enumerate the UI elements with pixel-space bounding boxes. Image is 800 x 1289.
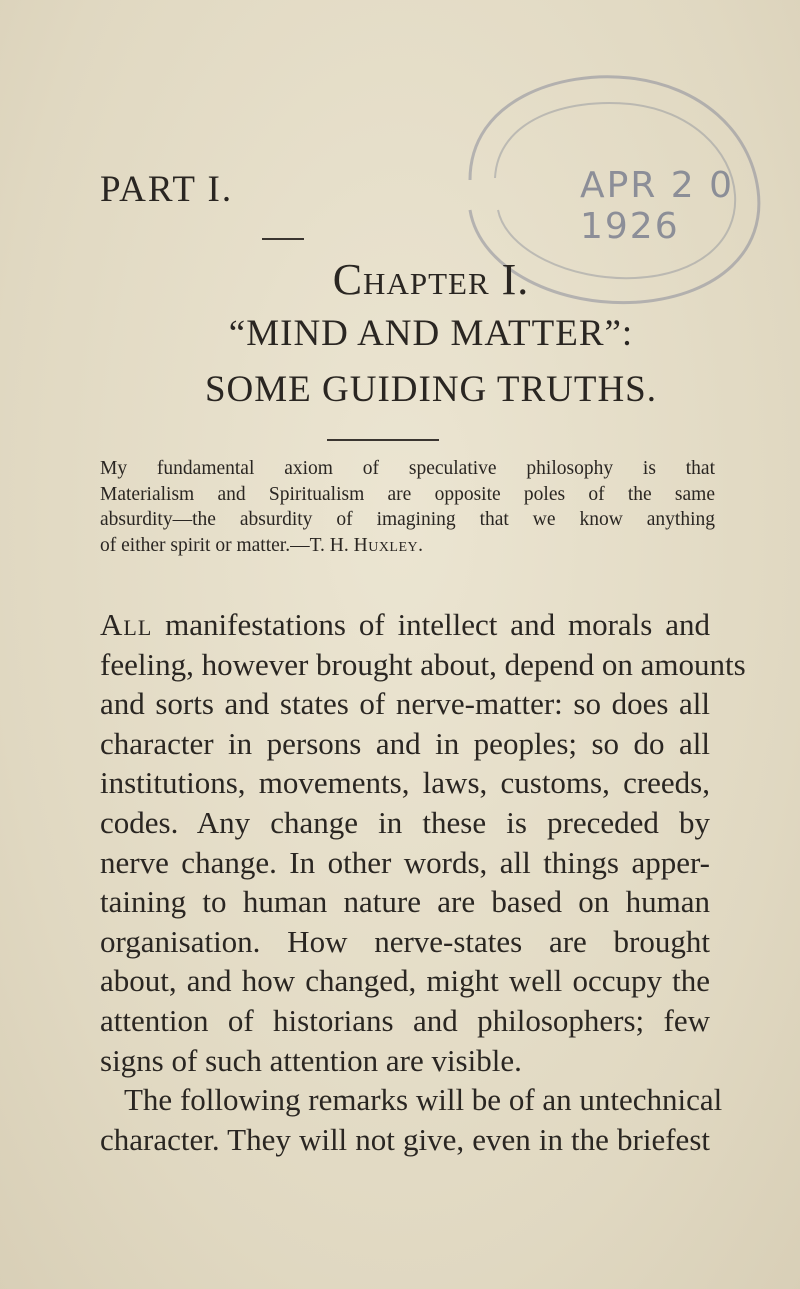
title-divider <box>327 439 439 441</box>
body-line: about, and how changed, might well occupy the <box>100 963 710 999</box>
body-line: character. They will not give, even in the briefest <box>100 1121 710 1157</box>
epigraph-attribution: of either spirit or matter.—T. H. <box>100 534 354 556</box>
body-line: codes. Any change in these is preceded by <box>100 804 710 840</box>
body-line: feeling, however brought about, depend on amounts <box>100 646 746 682</box>
body-line: organisation. How nerve-states are brought <box>100 923 710 959</box>
part-divider <box>262 238 304 240</box>
chapter-heading <box>0 254 800 305</box>
epigraph <box>100 456 715 558</box>
epigraph-line: Materialism and Spiritualism are opposite poles of the same <box>100 483 715 505</box>
body-line <box>100 605 710 645</box>
chapter-title-line-1: “MIND AND MATTER”: <box>228 313 634 354</box>
body-line: nerve change. In other words, all things apper- <box>100 844 710 880</box>
body-line: and sorts and states of nerve-matter: so does all <box>100 686 710 722</box>
epigraph-line <box>100 533 715 559</box>
body-line: character in persons and in peoples; so do all <box>100 725 710 761</box>
epigraph-author: Huxley. <box>353 534 424 556</box>
chapter-number: I. <box>501 255 530 304</box>
body-line: taining to human nature are based on human <box>100 884 710 920</box>
body-line: signs of such attention are visible. <box>100 1042 522 1078</box>
chapter-label: Chapter <box>332 255 490 304</box>
chapter-title-line-2: SOME GUIDING TRUTHS. <box>204 369 658 410</box>
body-line: attention of historians and philosophers; few <box>100 1002 710 1038</box>
epigraph-line: My fundamental axiom of speculative philosophy is that <box>100 458 715 479</box>
body-line: The following remarks will be of an untechnical <box>124 1082 723 1118</box>
stamp-date: APR 2 0 1926 <box>580 165 735 247</box>
part-heading: PART I. <box>100 169 234 210</box>
body-line: institutions, movements, laws, customs, creeds, <box>100 765 710 801</box>
epigraph-line: absurdity—the absurdity of imagining that we know anything <box>100 509 715 530</box>
body-text <box>100 605 746 1159</box>
lead-word: All <box>100 607 153 642</box>
body-line-text: manifestations of intellect and morals and <box>152 607 710 642</box>
